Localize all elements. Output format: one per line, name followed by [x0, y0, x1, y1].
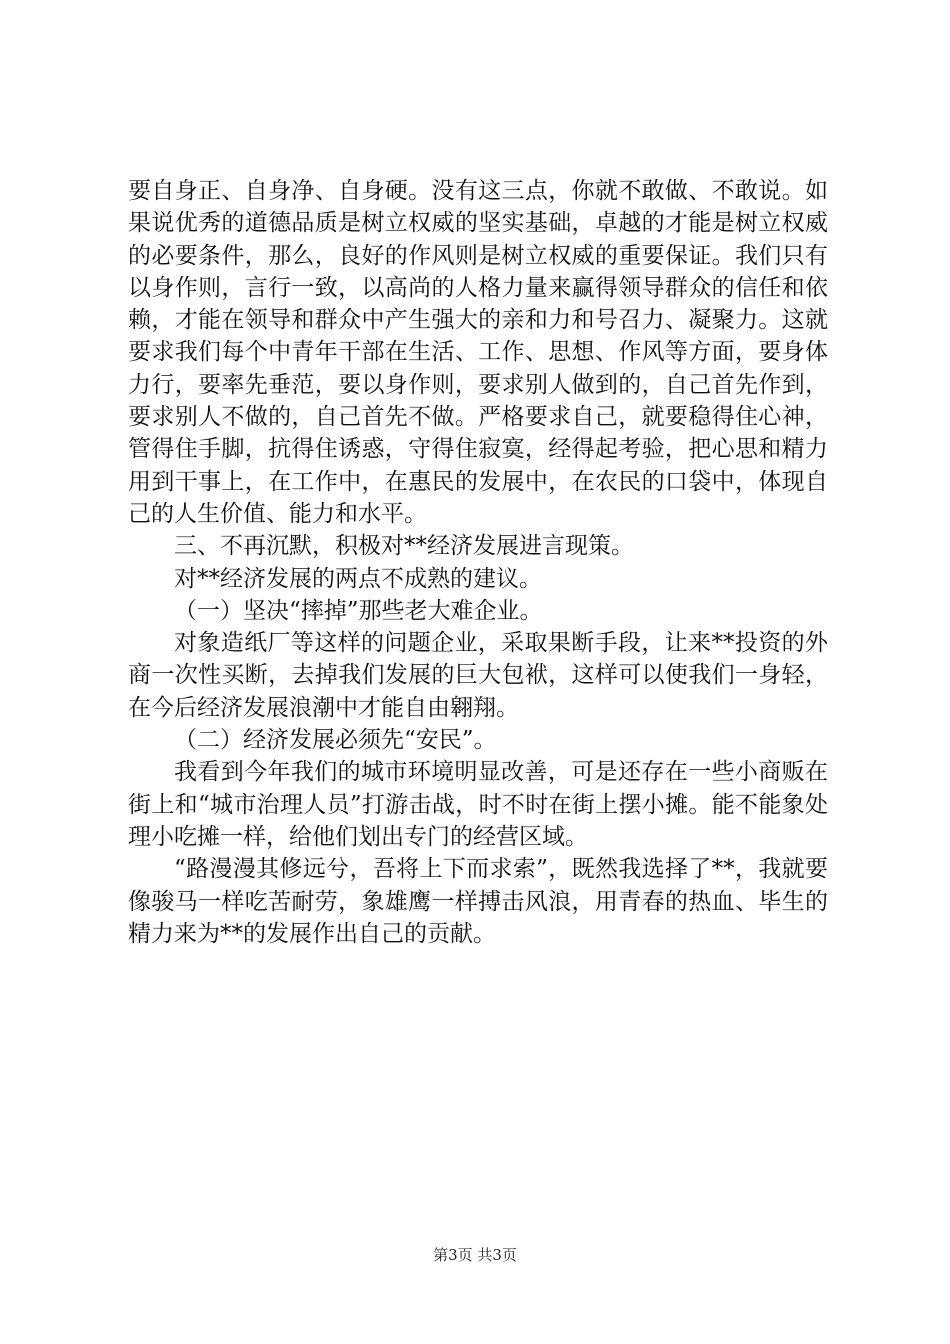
paragraph: “路漫漫其修远兮，吾将上下而求索”，既然我选择了**，我就要像骏马一样吃苦耐劳，象雄鹰一样搏击风浪，用青春的热血、毕生的精力来为**的发展作出自己的贡献。	[128, 856, 828, 947]
subsection-heading: （一）坚决“摔掉”那些老大难企业。	[174, 597, 543, 624]
paragraph: 对**经济发展的两点不成熟的建议。	[174, 565, 542, 592]
paragraph: 我看到今年我们的城市环境明显改善，可是还存在一些小商贩在街上和“城市治理人员”打游击战，时不时在街上摆小摊。能不能象处理小吃摊一样，给他们划出专门的经营区域。	[128, 759, 828, 850]
paragraph: 要自身正、自身净、自身硬。没有这三点，你就不敢做、不敢说。如果说优秀的道德品质是树立权威的坚实基础，卓越的才能是树立权威的必要条件，那么，良好的作风则是树立权威的重要保证。我们只有以身作则，言行一致，以高尚的人格力量来赢得领导群众的信任和依赖，才能在领导和群众中产生强大的亲和力和号召力、凝聚力。这就要求我们每个中青年干部在生活、工作、思想、作风等方面，要身体力行，要率先垂范，要以身作则，要求别人做到的，自己首先作到，要求别人不做的，自己首先不做。严格要求自己，就要稳得住心神，管得住手脚，抗得住诱惑，守得住寂寞，经得起考验，把心思和精力用到干事上，在工作中，在惠民的发展中，在农民的口袋中，体现自己的人生价值、能力和水平。	[128, 178, 828, 527]
page-footer: 第3页 共3页	[433, 1246, 517, 1264]
subsection-heading: （二）经济发展必须先“安民”。	[174, 727, 497, 754]
paragraph: 对象造纸厂等这样的问题企业，采取果断手段，让来**投资的外商一次性买断，去掉我们发展的巨大包袱，这样可以使我们一身轻，在今后经济发展浪潮中才能自由翱翔。	[128, 630, 828, 721]
section-heading: 三、不再沉默，积极对**经济发展进言现策。	[174, 533, 634, 560]
document-body	[128, 175, 828, 950]
